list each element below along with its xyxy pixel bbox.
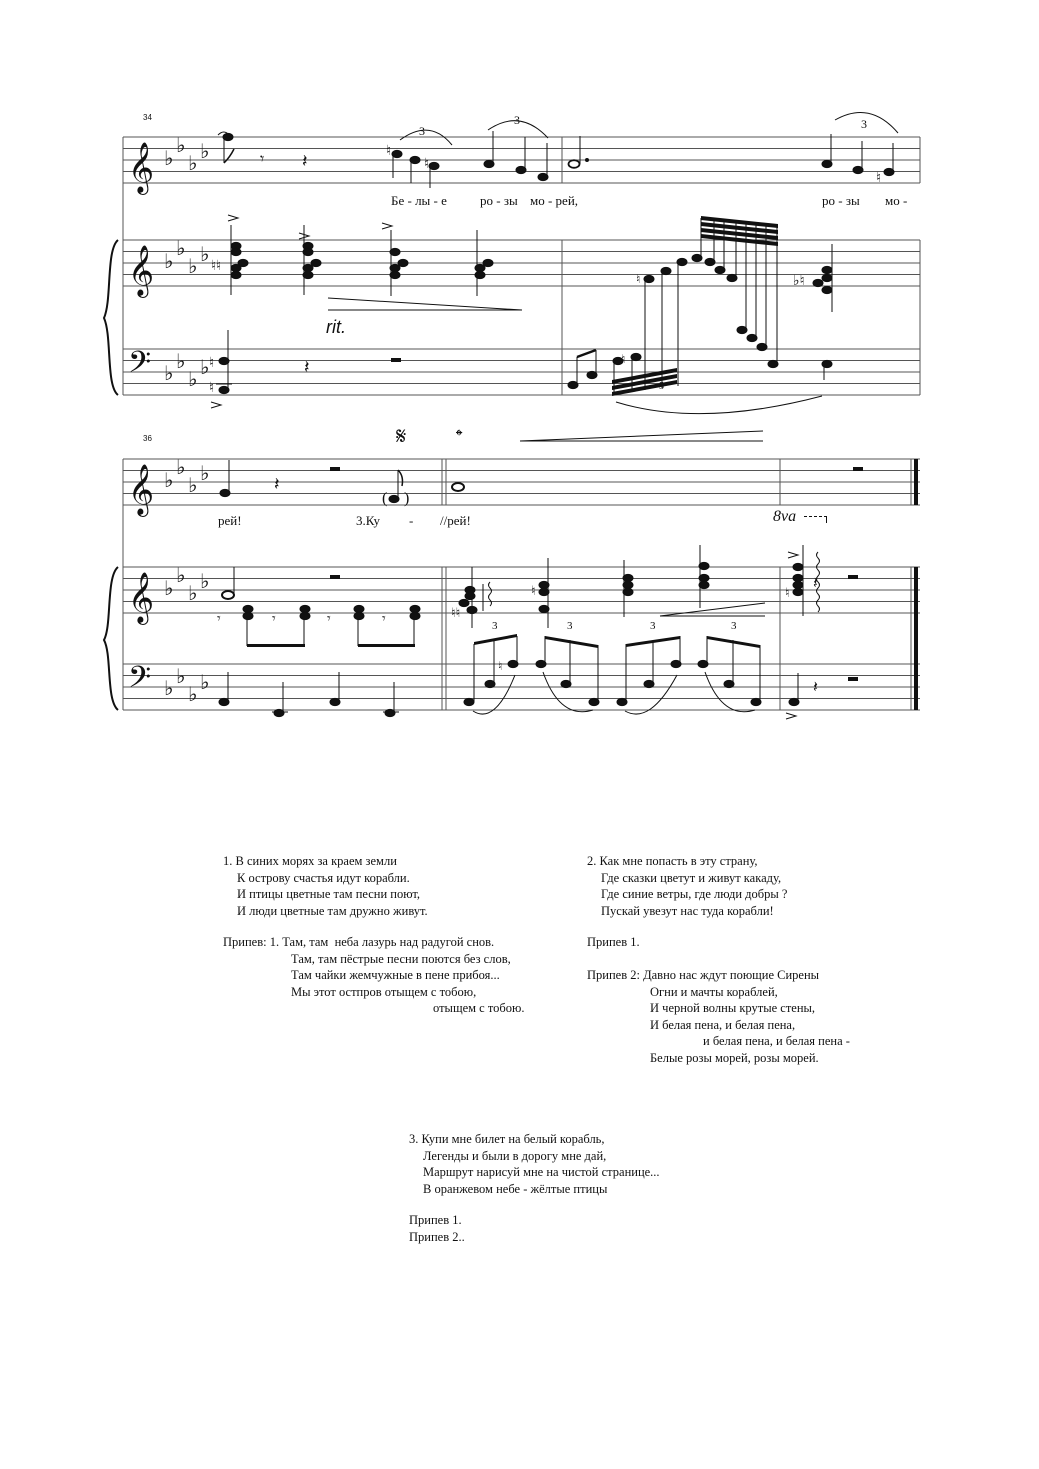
svg-text:♭: ♭ — [200, 461, 210, 485]
svg-text:♭: ♭ — [200, 139, 210, 163]
piano-bass-staff-system2 — [123, 664, 920, 710]
svg-text:♭: ♭ — [188, 254, 198, 278]
piano-brace-1 — [104, 240, 118, 395]
lyric-syllable: рей! — [218, 513, 242, 528]
verse-line: и белая пена, и белая пена - — [703, 1034, 850, 1048]
verse-line: К острову счастья идут корабли. — [237, 870, 410, 885]
verse-3 — [409, 1131, 660, 1245]
svg-text:♭♮: ♭♮ — [793, 273, 805, 289]
svg-text:𝄽: 𝄽 — [813, 573, 818, 592]
tuplet-3: 3 — [861, 117, 867, 131]
svg-text:♭: ♭ — [164, 676, 174, 700]
verse-line: Там чайки жемчужные в пене прибоя... — [291, 968, 500, 982]
chorus-reference: Припев 2.. — [409, 1229, 465, 1244]
vocal-notes-system2 — [220, 460, 863, 507]
lyric-syllable: мо - — [885, 193, 908, 208]
svg-text:♮: ♮ — [876, 170, 882, 186]
verse-line: Белые розы морей, розы морей. — [650, 1050, 819, 1065]
svg-text:♭: ♭ — [188, 151, 198, 175]
svg-text:𝄽: 𝄽 — [302, 151, 308, 172]
verse-line: Где сказки цветут и живут какаду, — [601, 870, 782, 885]
svg-text:♭: ♭ — [164, 576, 174, 600]
measure-number: 34 — [143, 113, 152, 122]
svg-text:♭: ♭ — [176, 664, 186, 688]
lyric-syllable: 3.Ку — [356, 513, 380, 528]
chorus-reference: Припев 1. — [409, 1213, 462, 1227]
vocal-staff-system2 — [123, 459, 920, 505]
chorus-1 — [223, 934, 524, 1017]
verse-line: И птицы цветные там песни поют, — [237, 887, 421, 901]
tuplet-3: 3 — [731, 620, 737, 632]
vocal-staff-system1 — [123, 137, 920, 183]
svg-text:♭: ♭ — [176, 349, 186, 373]
verse-line: Где синие ветры, где люди добры ? — [601, 887, 788, 901]
svg-text:): ) — [404, 490, 410, 507]
lyric-syllable: ро - зы — [822, 193, 860, 208]
svg-text:♭: ♭ — [200, 355, 210, 379]
svg-text:𝄽: 𝄽 — [813, 677, 818, 696]
verse-line: Давно нас ждут поющие Сирены — [643, 968, 820, 982]
tuplet-3: 3 — [567, 620, 573, 632]
verse-line: И черной волны крутые стены, — [650, 1001, 816, 1015]
verse-line: 1. В синих морях за краем земли — [223, 854, 397, 868]
svg-text:♭: ♭ — [164, 146, 174, 170]
piano-bass-staff-system1 — [123, 349, 920, 395]
svg-text:♭: ♭ — [200, 569, 210, 593]
chorus-label: Припев: 1. — [223, 935, 280, 949]
svg-text:♭: ♭ — [188, 581, 198, 605]
segno-icon: 𝄋 — [396, 422, 407, 450]
chorus-label: Припев 2: — [587, 968, 640, 982]
svg-text:♭: ♭ — [176, 563, 186, 587]
svg-text:(: ( — [382, 490, 388, 507]
svg-text:♮♮: ♮♮ — [451, 606, 461, 621]
vocal-notes-system1 — [218, 112, 898, 188]
lyric-syllable: ро - зы — [480, 193, 518, 208]
lyric-syllable: Бе - лы - е — [391, 193, 447, 208]
verse-line: В оранжевом небе - жёлтые птицы — [423, 1181, 608, 1196]
bass-clef-icon: 𝄢 — [128, 346, 152, 387]
svg-text:𝄾: 𝄾 — [260, 149, 265, 168]
verse-line: Пускай увезут нас туда корабли! — [601, 903, 774, 918]
ottava-marking: 8va — [773, 508, 797, 525]
tuplet-3: 3 — [514, 113, 520, 127]
rit-marking: rit. — [326, 317, 346, 337]
svg-text:♮: ♮ — [424, 156, 430, 172]
ottava-line — [804, 516, 827, 523]
lyric-syllable: //рей! — [440, 513, 471, 528]
coda-icon: 𝄌 — [456, 426, 463, 447]
svg-text:𝄾: 𝄾 — [327, 611, 331, 627]
svg-text:♭: ♭ — [200, 670, 210, 694]
piano-treble-notes-system1 — [211, 216, 832, 414]
svg-text:♭: ♭ — [164, 468, 174, 492]
measure-number: 36 — [143, 434, 152, 443]
svg-text:♮: ♮ — [531, 584, 536, 599]
bass-clef-icon: 𝄢 — [128, 661, 152, 702]
treble-clef-icon: 𝄞 — [128, 464, 155, 515]
piano-bass-notes-system1 — [209, 330, 401, 396]
tuplet-5: 5 — [659, 381, 664, 392]
tuplet-3: 3 — [492, 620, 498, 632]
svg-text:♮: ♮ — [209, 380, 215, 396]
svg-text:♭: ♭ — [164, 249, 174, 273]
lyric-syllable: мо - рей, — [530, 193, 579, 208]
verse-line: отыщем с тобою. — [433, 1001, 525, 1015]
verse-line: Огни и мачты кораблей, — [650, 984, 778, 999]
verse-line: Мы этот остпров отыщем с тобою, — [291, 984, 477, 999]
verse-line: 2. Как мне попасть в эту страну, — [587, 854, 758, 868]
verse-1 — [223, 853, 428, 919]
svg-text:♭: ♭ — [188, 367, 198, 391]
verse-line: И белая пена, и белая пена, — [650, 1017, 796, 1032]
chorus-reference: Припев 1. — [587, 935, 640, 949]
svg-text:♮: ♮ — [209, 355, 215, 371]
tuplet-3: 3 — [419, 124, 425, 138]
svg-text:♭: ♭ — [200, 242, 210, 266]
key-signature-flats — [164, 133, 209, 706]
treble-clef-icon: 𝄞 — [128, 245, 155, 296]
verse-line: Там, там пёстрые песни поются без слов, — [291, 951, 511, 966]
svg-text:♭: ♭ — [188, 473, 198, 497]
piano-brace-2 — [104, 567, 118, 710]
verse-line: Маршрут нарисуй мне на чистой странице... — [423, 1165, 660, 1179]
svg-text:𝄾: 𝄾 — [217, 611, 221, 627]
lyric-syllable: - — [409, 513, 414, 528]
verse-line: 3. Купи мне билет на белый корабль, — [409, 1132, 605, 1146]
svg-text:♮♮: ♮♮ — [211, 258, 222, 274]
svg-text:♭: ♭ — [176, 455, 186, 479]
verse-line: Там, там неба лазурь над радугой снов. — [282, 935, 495, 949]
tuplet-3: 3 — [650, 620, 656, 632]
svg-text:♭: ♭ — [188, 682, 198, 706]
svg-text:𝄽: 𝄽 — [274, 474, 280, 495]
verse-line: Легенды и были в дорогу мне дай, — [423, 1148, 607, 1163]
svg-text:𝄾: 𝄾 — [382, 611, 386, 627]
svg-text:♮: ♮ — [785, 586, 790, 601]
svg-text:♮: ♮ — [498, 659, 503, 673]
svg-text:♭: ♭ — [164, 361, 174, 385]
svg-text:♮: ♮ — [386, 143, 392, 159]
svg-text:♮: ♮ — [636, 272, 641, 286]
treble-clef-icon: 𝄞 — [128, 142, 155, 193]
chorus-2 — [587, 967, 850, 1066]
svg-text:♮: ♮ — [621, 352, 626, 366]
svg-text:𝄽: 𝄽 — [304, 357, 310, 378]
svg-text:♭: ♭ — [176, 236, 186, 260]
treble-clef-icon: 𝄞 — [128, 572, 155, 623]
piano-treble-notes-system2 — [217, 545, 858, 647]
svg-text:♭: ♭ — [176, 133, 186, 157]
verse-2 — [587, 853, 787, 951]
svg-text:𝄾: 𝄾 — [272, 611, 276, 627]
verse-line: И люди цветные там дружно живут. — [237, 903, 428, 918]
